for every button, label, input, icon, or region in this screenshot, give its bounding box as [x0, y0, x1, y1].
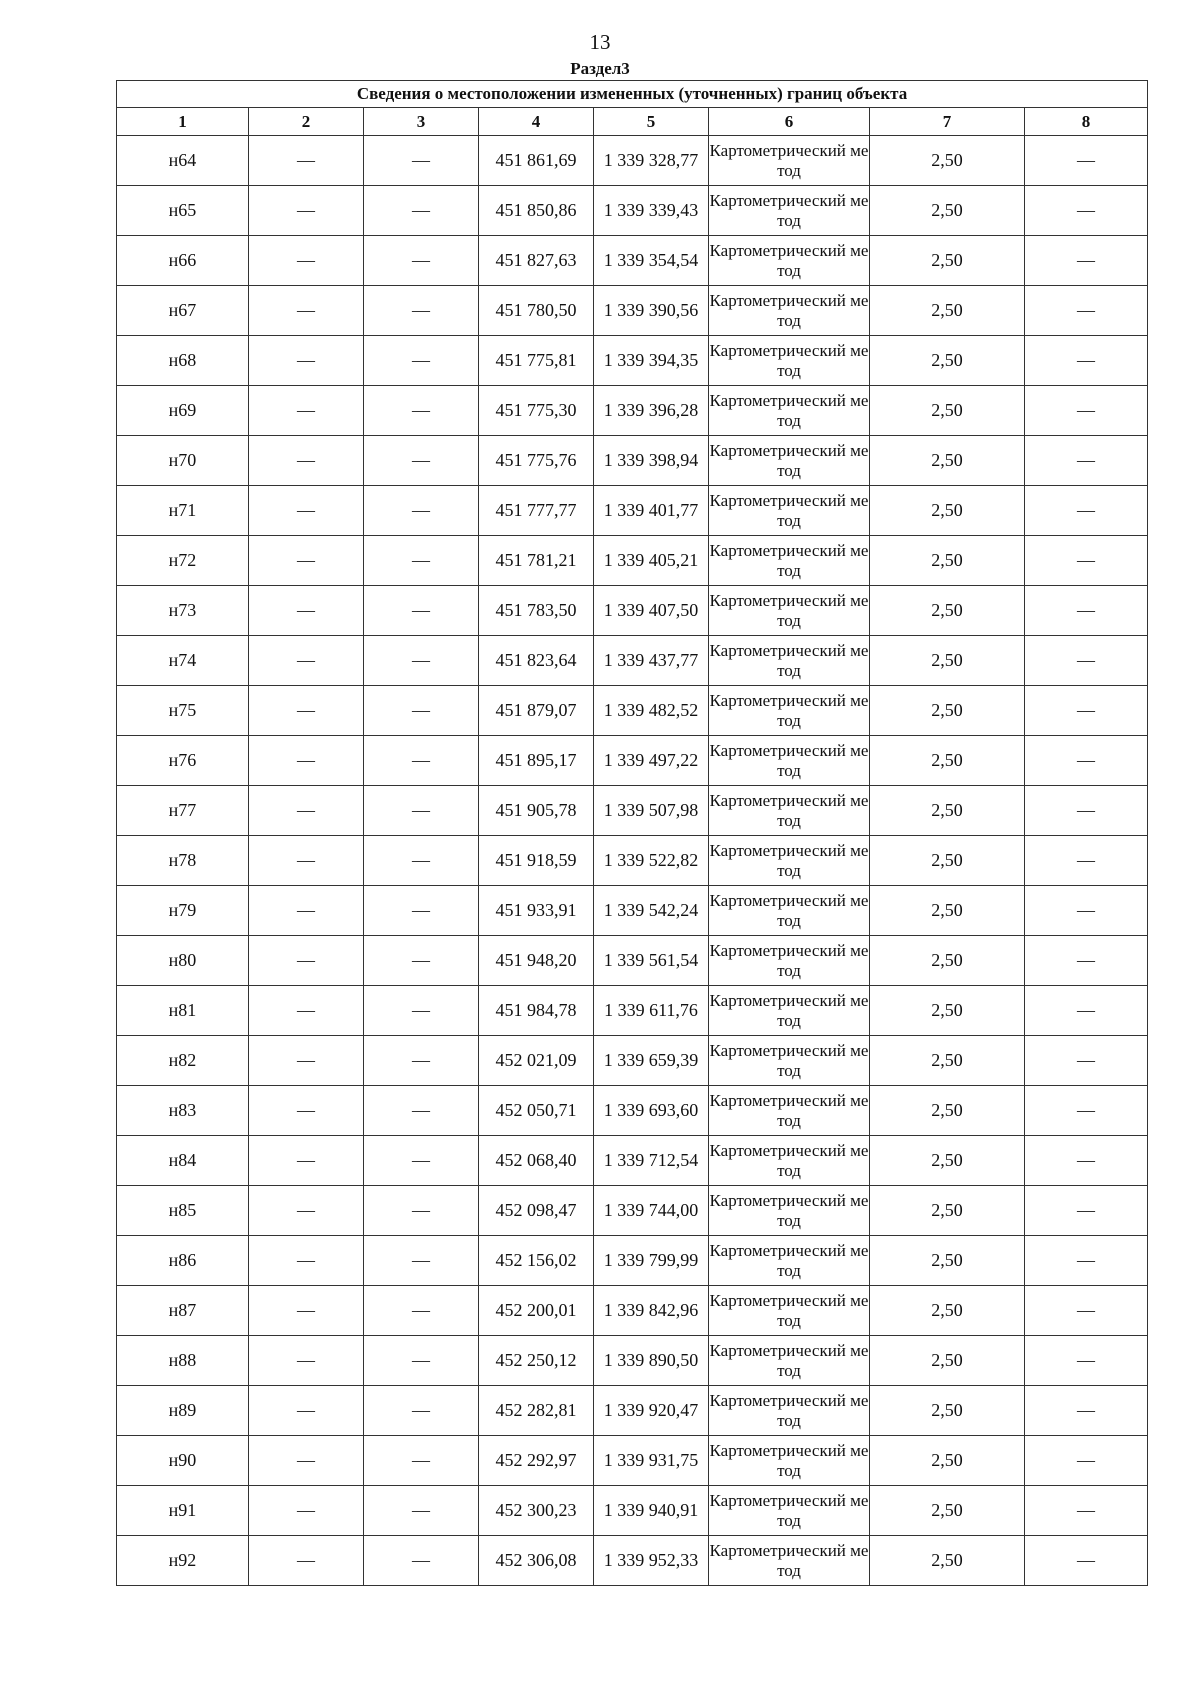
- accuracy-cell: 2,50: [870, 686, 1025, 736]
- x-coordinate-cell: 451 777,77: [479, 486, 594, 536]
- point-name-cell: н65: [117, 186, 249, 236]
- col3-cell: —: [364, 136, 479, 186]
- method-cell: Картометрический метод: [709, 1236, 870, 1286]
- accuracy-cell: 2,50: [870, 536, 1025, 586]
- col2-cell: —: [249, 636, 364, 686]
- table-row: [117, 836, 1148, 886]
- col8-cell: —: [1025, 386, 1148, 436]
- method-cell: Картометрический метод: [709, 986, 870, 1036]
- col3-cell: —: [364, 1186, 479, 1236]
- accuracy-cell: 2,50: [870, 636, 1025, 686]
- col2-cell: —: [249, 1136, 364, 1186]
- method-cell: Картометрический метод: [709, 586, 870, 636]
- x-coordinate-cell: 451 850,86: [479, 186, 594, 236]
- col3-cell: —: [364, 336, 479, 386]
- table-row: [117, 1386, 1148, 1436]
- col8-cell: —: [1025, 236, 1148, 286]
- point-name-cell: н68: [117, 336, 249, 386]
- col2-cell: —: [249, 1386, 364, 1436]
- y-coordinate-cell: 1 339 561,54: [594, 936, 709, 986]
- col2-cell: —: [249, 786, 364, 836]
- x-coordinate-cell: 451 781,21: [479, 536, 594, 586]
- column-header-8: 8: [1025, 108, 1148, 136]
- accuracy-cell: 2,50: [870, 1036, 1025, 1086]
- col8-cell: —: [1025, 286, 1148, 336]
- method-cell: Картометрический метод: [709, 186, 870, 236]
- accuracy-cell: 2,50: [870, 786, 1025, 836]
- method-cell: Картометрический метод: [709, 236, 870, 286]
- x-coordinate-cell: 451 861,69: [479, 136, 594, 186]
- col8-cell: —: [1025, 1436, 1148, 1486]
- method-cell: Картометрический метод: [709, 686, 870, 736]
- y-coordinate-cell: 1 339 497,22: [594, 736, 709, 786]
- table-row: [117, 986, 1148, 1036]
- table-caption: Сведения о местоположении измененных (уточненных) границ объекта: [117, 81, 1148, 108]
- col8-cell: —: [1025, 486, 1148, 536]
- table-row: [117, 1286, 1148, 1336]
- col2-cell: —: [249, 936, 364, 986]
- table-row: [117, 386, 1148, 436]
- column-header-5: 5: [594, 108, 709, 136]
- x-coordinate-cell: 452 282,81: [479, 1386, 594, 1436]
- col2-cell: —: [249, 1286, 364, 1336]
- table-row: [117, 686, 1148, 736]
- table-row: [117, 1486, 1148, 1536]
- y-coordinate-cell: 1 339 401,77: [594, 486, 709, 536]
- col2-cell: —: [249, 1486, 364, 1536]
- x-coordinate-cell: 452 200,01: [479, 1286, 594, 1336]
- point-name-cell: н92: [117, 1536, 249, 1586]
- x-coordinate-cell: 451 918,59: [479, 836, 594, 886]
- y-coordinate-cell: 1 339 396,28: [594, 386, 709, 436]
- col3-cell: —: [364, 936, 479, 986]
- col3-cell: —: [364, 286, 479, 336]
- col3-cell: —: [364, 1386, 479, 1436]
- col3-cell: —: [364, 236, 479, 286]
- table-row: [117, 636, 1148, 686]
- col3-cell: —: [364, 436, 479, 486]
- accuracy-cell: 2,50: [870, 1286, 1025, 1336]
- table-header-row: [117, 108, 1148, 136]
- x-coordinate-cell: 451 984,78: [479, 986, 594, 1036]
- table-row: [117, 1036, 1148, 1086]
- col8-cell: —: [1025, 886, 1148, 936]
- point-name-cell: н77: [117, 786, 249, 836]
- x-coordinate-cell: 451 775,81: [479, 336, 594, 386]
- x-coordinate-cell: 452 021,09: [479, 1036, 594, 1086]
- y-coordinate-cell: 1 339 398,94: [594, 436, 709, 486]
- method-cell: Картометрический метод: [709, 436, 870, 486]
- accuracy-cell: 2,50: [870, 1236, 1025, 1286]
- x-coordinate-cell: 451 933,91: [479, 886, 594, 936]
- col2-cell: —: [249, 536, 364, 586]
- section-title: Раздел3: [570, 59, 630, 78]
- col3-cell: —: [364, 1086, 479, 1136]
- col3-cell: —: [364, 1286, 479, 1336]
- col8-cell: —: [1025, 1036, 1148, 1086]
- y-coordinate-cell: 1 339 437,77: [594, 636, 709, 686]
- point-name-cell: н74: [117, 636, 249, 686]
- col2-cell: —: [249, 436, 364, 486]
- col3-cell: —: [364, 836, 479, 886]
- col8-cell: —: [1025, 1336, 1148, 1386]
- method-cell: Картометрический метод: [709, 1186, 870, 1236]
- y-coordinate-cell: 1 339 842,96: [594, 1286, 709, 1336]
- table-body: [117, 136, 1148, 1586]
- col2-cell: —: [249, 286, 364, 336]
- table-row: [117, 136, 1148, 186]
- point-name-cell: н83: [117, 1086, 249, 1136]
- table-row: [117, 1186, 1148, 1236]
- col2-cell: —: [249, 886, 364, 936]
- point-name-cell: н79: [117, 886, 249, 936]
- accuracy-cell: 2,50: [870, 236, 1025, 286]
- y-coordinate-cell: 1 339 952,33: [594, 1536, 709, 1586]
- method-cell: Картометрический метод: [709, 1036, 870, 1086]
- col2-cell: —: [249, 1036, 364, 1086]
- col8-cell: —: [1025, 536, 1148, 586]
- accuracy-cell: 2,50: [870, 1186, 1025, 1236]
- x-coordinate-cell: 452 068,40: [479, 1136, 594, 1186]
- table-row: [117, 936, 1148, 986]
- accuracy-cell: 2,50: [870, 186, 1025, 236]
- col2-cell: —: [249, 586, 364, 636]
- column-header-1: 1: [117, 108, 249, 136]
- method-cell: Картометрический метод: [709, 786, 870, 836]
- method-cell: Картометрический метод: [709, 636, 870, 686]
- col2-cell: —: [249, 1236, 364, 1286]
- col2-cell: —: [249, 336, 364, 386]
- col3-cell: —: [364, 386, 479, 436]
- accuracy-cell: 2,50: [870, 436, 1025, 486]
- col8-cell: —: [1025, 186, 1148, 236]
- accuracy-cell: 2,50: [870, 986, 1025, 1036]
- accuracy-cell: 2,50: [870, 936, 1025, 986]
- col8-cell: —: [1025, 686, 1148, 736]
- method-cell: Картометрический метод: [709, 536, 870, 586]
- method-cell: Картометрический метод: [709, 1436, 870, 1486]
- col8-cell: —: [1025, 136, 1148, 186]
- col3-cell: —: [364, 1536, 479, 1586]
- boundary-coordinates-table: [116, 80, 1148, 1586]
- col2-cell: —: [249, 836, 364, 886]
- method-cell: Картометрический метод: [709, 1386, 870, 1436]
- col3-cell: —: [364, 486, 479, 536]
- table-row: [117, 786, 1148, 836]
- x-coordinate-cell: 452 050,71: [479, 1086, 594, 1136]
- y-coordinate-cell: 1 339 328,77: [594, 136, 709, 186]
- point-name-cell: н67: [117, 286, 249, 336]
- table-row: [117, 1436, 1148, 1486]
- x-coordinate-cell: 451 827,63: [479, 236, 594, 286]
- col2-cell: —: [249, 236, 364, 286]
- point-name-cell: н64: [117, 136, 249, 186]
- x-coordinate-cell: 451 948,20: [479, 936, 594, 986]
- y-coordinate-cell: 1 339 405,21: [594, 536, 709, 586]
- col8-cell: —: [1025, 1386, 1148, 1436]
- col3-cell: —: [364, 886, 479, 936]
- x-coordinate-cell: 451 775,76: [479, 436, 594, 486]
- col3-cell: —: [364, 186, 479, 236]
- y-coordinate-cell: 1 339 920,47: [594, 1386, 709, 1436]
- table-row: [117, 436, 1148, 486]
- method-cell: Картометрический метод: [709, 1086, 870, 1136]
- y-coordinate-cell: 1 339 394,35: [594, 336, 709, 386]
- accuracy-cell: 2,50: [870, 736, 1025, 786]
- col8-cell: —: [1025, 1286, 1148, 1336]
- col3-cell: —: [364, 1036, 479, 1086]
- y-coordinate-cell: 1 339 522,82: [594, 836, 709, 886]
- col2-cell: —: [249, 386, 364, 436]
- accuracy-cell: 2,50: [870, 1336, 1025, 1386]
- accuracy-cell: 2,50: [870, 286, 1025, 336]
- y-coordinate-cell: 1 339 712,54: [594, 1136, 709, 1186]
- method-cell: Картометрический метод: [709, 336, 870, 386]
- x-coordinate-cell: 452 156,02: [479, 1236, 594, 1286]
- x-coordinate-cell: 452 098,47: [479, 1186, 594, 1236]
- table-row: [117, 286, 1148, 336]
- table-row: [117, 536, 1148, 586]
- column-header-2: 2: [249, 108, 364, 136]
- point-name-cell: н78: [117, 836, 249, 886]
- method-cell: Картометрический метод: [709, 1486, 870, 1536]
- table-row: [117, 186, 1148, 236]
- table-row: [117, 336, 1148, 386]
- col8-cell: —: [1025, 336, 1148, 386]
- accuracy-cell: 2,50: [870, 386, 1025, 436]
- method-cell: Картометрический метод: [709, 1336, 870, 1386]
- column-header-3: 3: [364, 108, 479, 136]
- method-cell: Картометрический метод: [709, 936, 870, 986]
- x-coordinate-cell: 451 823,64: [479, 636, 594, 686]
- table-row: [117, 236, 1148, 286]
- y-coordinate-cell: 1 339 339,43: [594, 186, 709, 236]
- method-cell: Картометрический метод: [709, 736, 870, 786]
- x-coordinate-cell: 451 780,50: [479, 286, 594, 336]
- accuracy-cell: 2,50: [870, 1386, 1025, 1436]
- y-coordinate-cell: 1 339 890,50: [594, 1336, 709, 1386]
- point-name-cell: н90: [117, 1436, 249, 1486]
- method-cell: Картометрический метод: [709, 1286, 870, 1336]
- col2-cell: —: [249, 736, 364, 786]
- y-coordinate-cell: 1 339 390,56: [594, 286, 709, 336]
- col2-cell: —: [249, 136, 364, 186]
- table-row: [117, 736, 1148, 786]
- table-row: [117, 486, 1148, 536]
- col3-cell: —: [364, 586, 479, 636]
- col8-cell: —: [1025, 986, 1148, 1036]
- method-cell: Картометрический метод: [709, 1136, 870, 1186]
- col3-cell: —: [364, 1136, 479, 1186]
- col2-cell: —: [249, 486, 364, 536]
- method-cell: Картометрический метод: [709, 1536, 870, 1586]
- point-name-cell: н89: [117, 1386, 249, 1436]
- method-cell: Картометрический метод: [709, 886, 870, 936]
- col8-cell: —: [1025, 1086, 1148, 1136]
- table-row: [117, 1336, 1148, 1386]
- col3-cell: —: [364, 1236, 479, 1286]
- x-coordinate-cell: 452 306,08: [479, 1536, 594, 1586]
- y-coordinate-cell: 1 339 744,00: [594, 1186, 709, 1236]
- y-coordinate-cell: 1 339 931,75: [594, 1436, 709, 1486]
- point-name-cell: н72: [117, 536, 249, 586]
- method-cell: Картометрический метод: [709, 486, 870, 536]
- y-coordinate-cell: 1 339 611,76: [594, 986, 709, 1036]
- point-name-cell: н85: [117, 1186, 249, 1236]
- x-coordinate-cell: 452 292,97: [479, 1436, 594, 1486]
- col2-cell: —: [249, 1086, 364, 1136]
- col8-cell: —: [1025, 1536, 1148, 1586]
- point-name-cell: н70: [117, 436, 249, 486]
- x-coordinate-cell: 452 300,23: [479, 1486, 594, 1536]
- col3-cell: —: [364, 1436, 479, 1486]
- point-name-cell: н71: [117, 486, 249, 536]
- point-name-cell: н82: [117, 1036, 249, 1086]
- accuracy-cell: 2,50: [870, 1536, 1025, 1586]
- method-cell: Картометрический метод: [709, 386, 870, 436]
- accuracy-cell: 2,50: [870, 336, 1025, 386]
- accuracy-cell: 2,50: [870, 886, 1025, 936]
- table-row: [117, 1136, 1148, 1186]
- col2-cell: —: [249, 1336, 364, 1386]
- y-coordinate-cell: 1 339 542,24: [594, 886, 709, 936]
- col3-cell: —: [364, 686, 479, 736]
- point-name-cell: н66: [117, 236, 249, 286]
- col8-cell: —: [1025, 586, 1148, 636]
- x-coordinate-cell: 451 905,78: [479, 786, 594, 836]
- col3-cell: —: [364, 736, 479, 786]
- accuracy-cell: 2,50: [870, 1086, 1025, 1136]
- accuracy-cell: 2,50: [870, 1486, 1025, 1536]
- x-coordinate-cell: 451 775,30: [479, 386, 594, 436]
- y-coordinate-cell: 1 339 507,98: [594, 786, 709, 836]
- y-coordinate-cell: 1 339 693,60: [594, 1086, 709, 1136]
- y-coordinate-cell: 1 339 354,54: [594, 236, 709, 286]
- table-row: [117, 1086, 1148, 1136]
- col3-cell: —: [364, 986, 479, 1036]
- point-name-cell: н76: [117, 736, 249, 786]
- accuracy-cell: 2,50: [870, 1436, 1025, 1486]
- col8-cell: —: [1025, 1186, 1148, 1236]
- accuracy-cell: 2,50: [870, 1136, 1025, 1186]
- col3-cell: —: [364, 536, 479, 586]
- col2-cell: —: [249, 986, 364, 1036]
- col8-cell: —: [1025, 836, 1148, 886]
- point-name-cell: н87: [117, 1286, 249, 1336]
- y-coordinate-cell: 1 339 482,52: [594, 686, 709, 736]
- x-coordinate-cell: 451 895,17: [479, 736, 594, 786]
- col2-cell: —: [249, 186, 364, 236]
- col3-cell: —: [364, 636, 479, 686]
- point-name-cell: н88: [117, 1336, 249, 1386]
- point-name-cell: н73: [117, 586, 249, 636]
- col8-cell: —: [1025, 1136, 1148, 1186]
- point-name-cell: н69: [117, 386, 249, 436]
- y-coordinate-cell: 1 339 407,50: [594, 586, 709, 636]
- accuracy-cell: 2,50: [870, 486, 1025, 536]
- x-coordinate-cell: 451 783,50: [479, 586, 594, 636]
- y-coordinate-cell: 1 339 940,91: [594, 1486, 709, 1536]
- col3-cell: —: [364, 1336, 479, 1386]
- table-row: [117, 586, 1148, 636]
- table-row: [117, 886, 1148, 936]
- col8-cell: —: [1025, 786, 1148, 836]
- method-cell: Картометрический метод: [709, 286, 870, 336]
- page-number: 13: [589, 30, 611, 54]
- col8-cell: —: [1025, 636, 1148, 686]
- point-name-cell: н80: [117, 936, 249, 986]
- y-coordinate-cell: 1 339 659,39: [594, 1036, 709, 1086]
- col2-cell: —: [249, 1186, 364, 1236]
- point-name-cell: н86: [117, 1236, 249, 1286]
- table-row: [117, 1236, 1148, 1286]
- col2-cell: —: [249, 1536, 364, 1586]
- x-coordinate-cell: 452 250,12: [479, 1336, 594, 1386]
- accuracy-cell: 2,50: [870, 136, 1025, 186]
- column-header-6: 6: [709, 108, 870, 136]
- point-name-cell: н84: [117, 1136, 249, 1186]
- col8-cell: —: [1025, 1236, 1148, 1286]
- col8-cell: —: [1025, 436, 1148, 486]
- x-coordinate-cell: 451 879,07: [479, 686, 594, 736]
- method-cell: Картометрический метод: [709, 836, 870, 886]
- method-cell: Картометрический метод: [709, 136, 870, 186]
- table-row: [117, 1536, 1148, 1586]
- col2-cell: —: [249, 686, 364, 736]
- column-header-7: 7: [870, 108, 1025, 136]
- point-name-cell: н81: [117, 986, 249, 1036]
- col3-cell: —: [364, 786, 479, 836]
- accuracy-cell: 2,50: [870, 586, 1025, 636]
- y-coordinate-cell: 1 339 799,99: [594, 1236, 709, 1286]
- col8-cell: —: [1025, 1486, 1148, 1536]
- col8-cell: —: [1025, 736, 1148, 786]
- point-name-cell: н75: [117, 686, 249, 736]
- column-header-4: 4: [479, 108, 594, 136]
- point-name-cell: н91: [117, 1486, 249, 1536]
- col8-cell: —: [1025, 936, 1148, 986]
- accuracy-cell: 2,50: [870, 836, 1025, 886]
- col3-cell: —: [364, 1486, 479, 1536]
- col2-cell: —: [249, 1436, 364, 1486]
